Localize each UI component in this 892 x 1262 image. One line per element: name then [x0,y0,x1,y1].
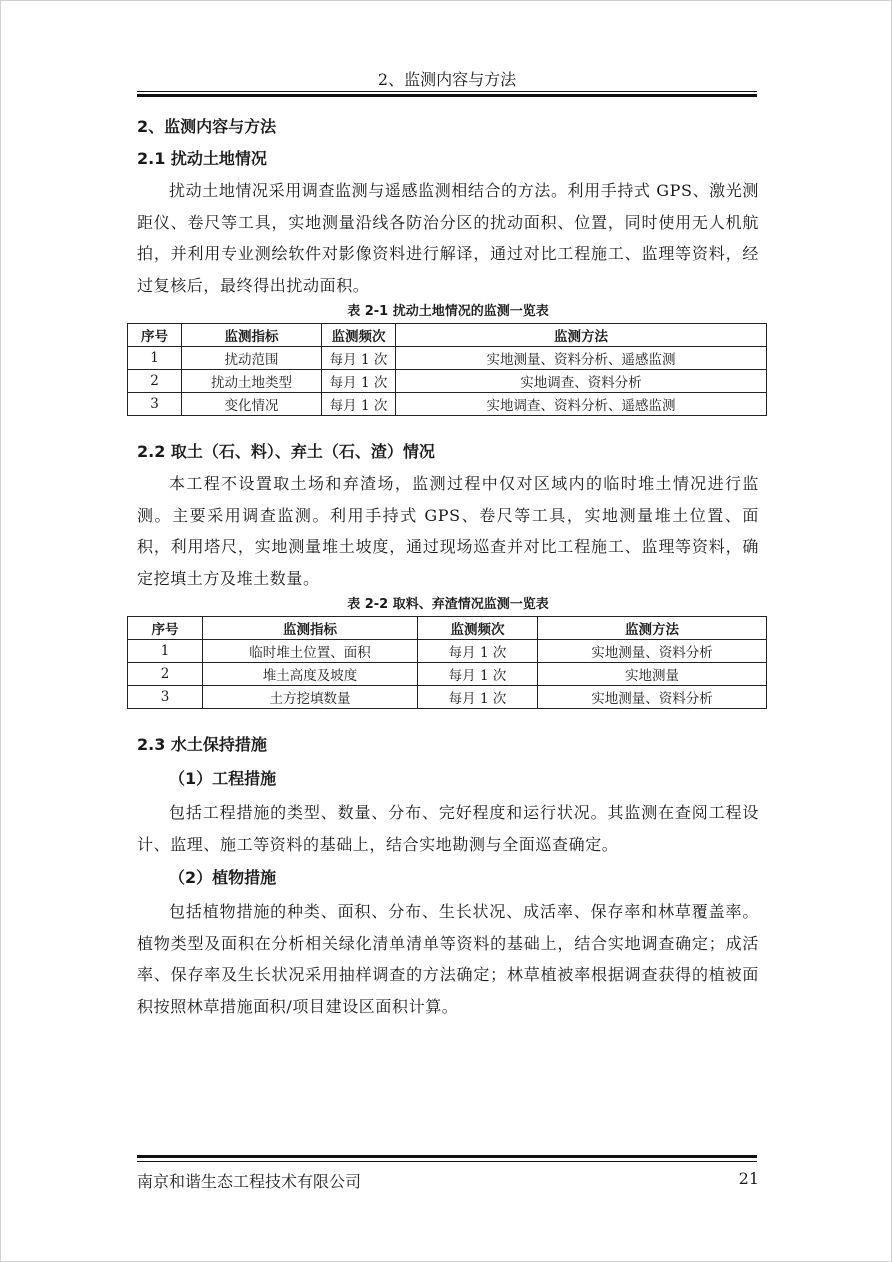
data-table [127,323,767,416]
item-heading: （2）植物措施 [169,868,277,887]
table-row [128,686,767,709]
table-row [128,347,767,370]
table-cell: 每月 1 次 [322,370,396,393]
table-cell: 实地测量、资料分析、遥感监测 [396,347,767,370]
table-cell: 3 [128,686,203,709]
column-header: 监测频次 [322,324,396,347]
table-header-row [128,324,767,347]
footer-rule-thick [137,1155,757,1158]
table-cell: 实地测量、资料分析 [538,640,767,663]
table-cell: 临时堆土位置、面积 [203,640,418,663]
table-header-row [128,617,767,640]
item-heading: （1）工程措施 [169,769,277,788]
table-cell: 堆土高度及坡度 [203,663,418,686]
table-cell: 1 [128,347,182,370]
table-cell: 每月 1 次 [418,686,538,709]
table-row [128,393,767,416]
table-cell: 实地测量 [538,663,767,686]
column-header: 监测指标 [182,324,322,347]
column-header: 监测方法 [396,324,767,347]
section-heading: 2、监测内容与方法 [137,117,277,136]
subsection-heading: 2.1 扰动土地情况 [137,149,267,168]
subsection-heading: 2.2 取土（石、料）、弃土（石、渣）情况 [137,442,435,461]
table-cell: 每月 1 次 [322,393,396,416]
table-cell: 2 [128,663,203,686]
page-number: 21 [738,1169,759,1188]
header-rule-thin [137,91,757,92]
paragraph: 包括工程措施的类型、数量、分布、完好程度和运行状况。其监测在查阅工程设计、监理、施工等资料的基础上，结合实地勘测与全面巡查确定。 [137,803,759,854]
table-cell: 实地调查、资料分析 [396,370,767,393]
table-cell: 土方挖填数量 [203,686,418,709]
header-rule-thick [137,94,757,97]
page-content [137,111,759,1022]
footer-company: 南京和谐生态工程技术有限公司 [137,1172,362,1191]
data-table [127,616,767,709]
table-row [128,370,767,393]
subsection-heading: 2.3 水土保持措施 [137,735,267,754]
table-caption: 表 2-2 取料、弃渣情况监测一览表 [347,597,549,612]
table-caption: 表 2-1 扰动土地情况的监测一览表 [347,304,549,319]
table-row [128,663,767,686]
table-cell: 1 [128,640,203,663]
table-cell: 实地测量、资料分析 [538,686,767,709]
table-cell: 扰动范围 [182,347,322,370]
paragraph: 本工程不设置取土场和弃渣场，监测过程中仅对区域内的临时堆土情况进行监测。主要采用调查监测。利用手持式 GPS、卷尺等工具，实地测量堆土位置、面积，利用塔尺，实地测量堆土坡度，通过现场巡查并对比工程施工、监理等资料，确定挖填土方及堆土数量。 [137,474,759,588]
footer-rule-thin [137,1161,757,1162]
table-cell: 扰动土地类型 [182,370,322,393]
table-cell: 每月 1 次 [418,640,538,663]
table-cell: 2 [128,370,182,393]
column-header: 监测方法 [538,617,767,640]
table-row [128,640,767,663]
column-header: 序号 [128,617,203,640]
table-cell: 3 [128,393,182,416]
table-cell: 实地调查、资料分析、遥感监测 [396,393,767,416]
paragraph: 扰动土地情况采用调查监测与遥感监测相结合的方法。利用手持式 GPS、激光测距仪、卷尺等工具，实地测量沿线各防治分区的扰动面积、位置，同时使用无人机航拍，并利用专业测绘软件对影像资料进行解译，通过对比工程施工、监理等资料，经过复核后，最终得出扰动面积。 [137,181,759,295]
table-cell: 每月 1 次 [418,663,538,686]
table-cell: 变化情况 [182,393,322,416]
column-header: 序号 [128,324,182,347]
running-header: 2、监测内容与方法 [377,70,517,89]
column-header: 监测频次 [418,617,538,640]
column-header: 监测指标 [203,617,418,640]
paragraph: 包括植物措施的种类、面积、分布、生长状况、成活率、保存率和林草覆盖率。植物类型及面积在分析相关绿化清单清单等资料的基础上，结合实地调查确定；成活率、保存率及生长状况采用抽样调查的方法确定；林草植被率根据调查获得的植被面积按照林草措施面积/项目建设区面积计算。 [137,902,759,1016]
table-cell: 每月 1 次 [322,347,396,370]
